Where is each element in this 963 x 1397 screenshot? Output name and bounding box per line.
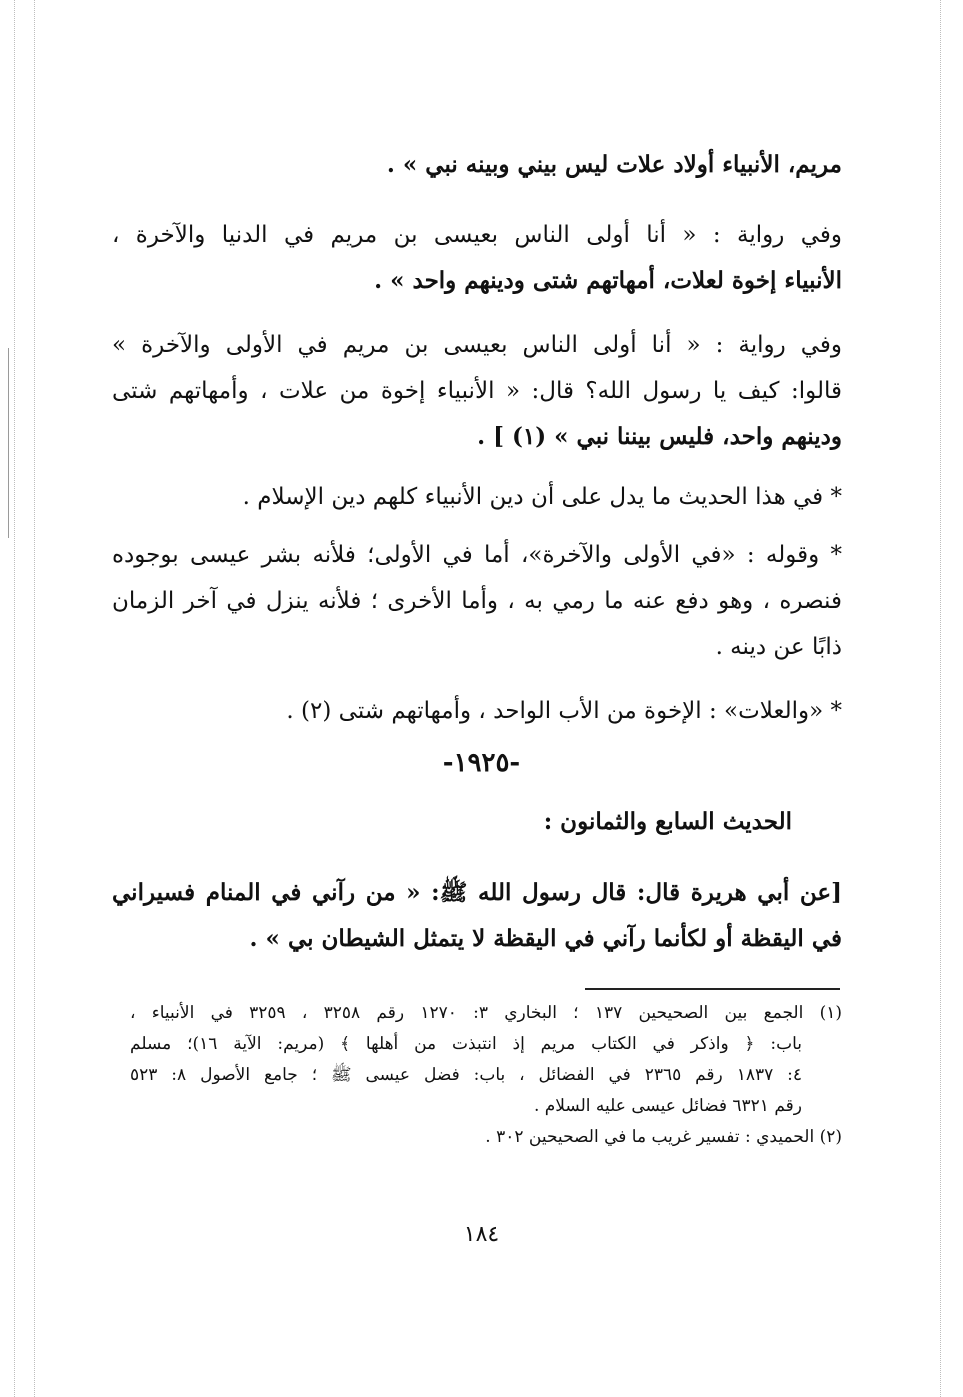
- text-line: وفي رواية : « أنا أولى الناس بعيسى بن مريم في الأولى والآخرة »: [112, 332, 842, 358]
- paragraph-2: [112, 212, 842, 304]
- paragraph-6: [112, 688, 842, 734]
- text-line: مريم، الأنبياء أولاد علات ليس بيني وبينه نبي » .: [386, 151, 842, 178]
- text-line: وفي رواية : « أنا أولى الناس بعيسى بن مريم في الدنيا والآخرة ،: [112, 222, 842, 248]
- page-number: ١٨٤: [463, 1222, 500, 1247]
- text-line: * وقوله : «في الأولى والآخرة»، أما في الأولى؛ فلأنه بشر عيسى بوجوده: [112, 542, 842, 568]
- footnote-line: باب: ﴿ واذكر في الكتاب مريم إذ انتبذت من أهلها ﴾ (مريم: الآية ١٦)؛ مسلم: [130, 1034, 802, 1054]
- hadith-number: -١٩٢٥-: [442, 748, 521, 778]
- footnote-line: (٢) الحميدي : تفسير غريب ما في الصحيحين ٣٠٢ .: [485, 1127, 842, 1147]
- text-line: في اليقظة أو لكأنما رآني في اليقظة لا يتمثل الشيطان بي » .: [249, 925, 842, 952]
- footnotes: [130, 998, 842, 1153]
- paragraph-5: [112, 532, 842, 670]
- text-line: * في هذا الحديث ما يدل على أن دين الأنبياء كلهم دين الإسلام .: [242, 484, 842, 510]
- paragraph-7: [112, 870, 842, 962]
- text-line: [عن أبي هريرة قال: قال رسول الله ﷺ: « من رآني في المنام فسيراني: [112, 879, 842, 906]
- paragraph-1: [112, 142, 842, 188]
- scan-margin-dots: [940, 0, 941, 1397]
- footnote-line: رقم ٦٣٢١ فضائل عيسى عليه السلام .: [533, 1096, 802, 1116]
- scan-edge-line: [8, 348, 9, 538]
- scan-margin-dots: [34, 0, 35, 1397]
- paragraph-4: [112, 474, 842, 520]
- scan-margin-dots: [14, 0, 15, 1397]
- text-line: الأنبياء إخوة لعلات، أمهاتهم شتى ودينهم واحد » .: [374, 267, 842, 294]
- text-line: فنصره ، وهو دفع عنه ما رمي به ، وأما الأخرى ؛ فلأنه ينزل في آخر الزمان: [112, 588, 842, 614]
- text-line: قالوا: كيف يا رسول الله؟ قال: « الأنبياء إخوة من علات ، وأمهاتهم شتى: [112, 378, 842, 404]
- text-line: ودينهم واحد، فليس بيننا نبي » (١) ] .: [477, 423, 842, 450]
- footnote-line: (١) الجمع بين الصحيحين ١٣٧ ؛ البخاري ٣: ١٢٧٠ رقم ٣٢٥٨ ، ٣٢٥٩ في الأنبياء ،: [130, 1003, 842, 1023]
- text-line: * «والعلات» : الإخوة من الأب الواحد ، وأمهاتهم شتى (٢) .: [286, 698, 842, 724]
- footnote-separator: [585, 988, 840, 990]
- text-line: ذابًا عن دينه .: [715, 634, 842, 660]
- section-heading: الحديث السابع والثمانون :: [543, 808, 792, 835]
- footnote-line: ٤: ١٨٣٧ رقم ٢٣٦٥ في الفضائل ، باب: فضل عيسى ﷺ ؛ جامع الأصول ٨: ٥٢٣: [130, 1065, 802, 1085]
- paragraph-3: [112, 322, 842, 460]
